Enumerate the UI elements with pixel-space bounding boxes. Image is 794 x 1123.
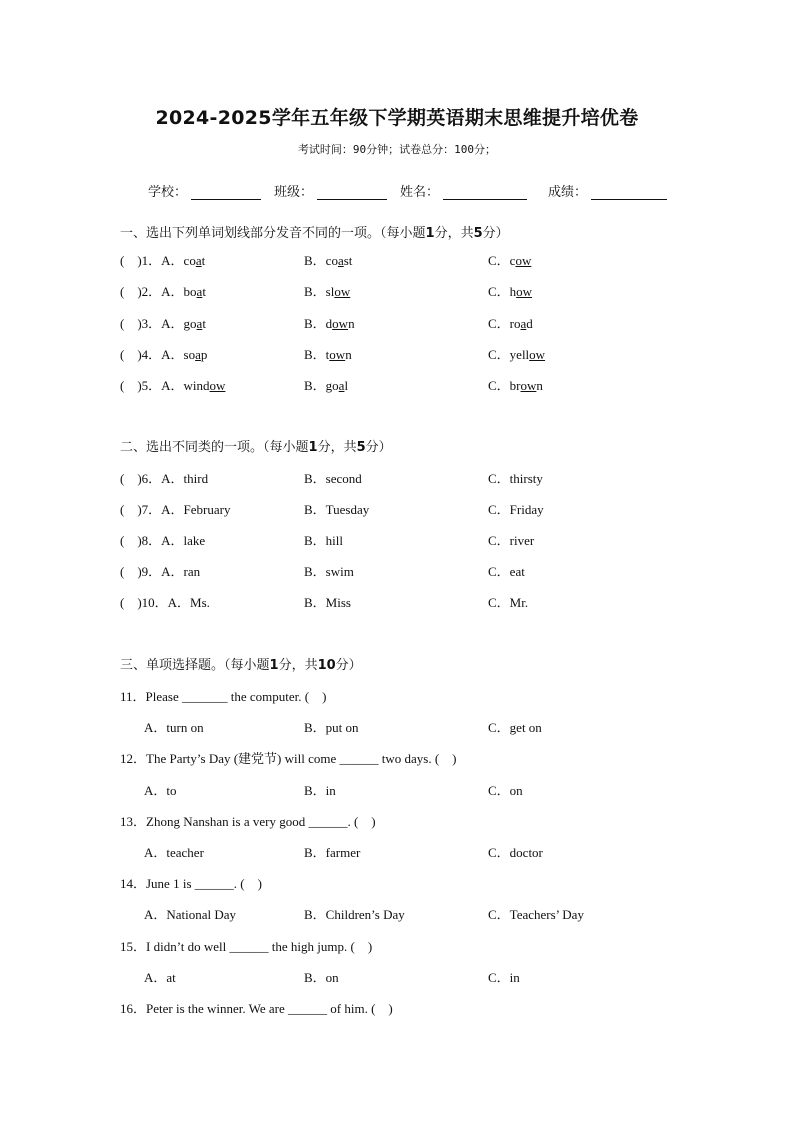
option-text: third bbox=[183, 471, 209, 486]
question-4-option-b bbox=[304, 344, 352, 362]
option-letter: B． bbox=[304, 253, 326, 268]
exam-subtitle: 考试时间：90分钟；试卷总分：100分； bbox=[297, 143, 497, 156]
question-13-option-a: A．teacher bbox=[144, 845, 204, 860]
question-1-option-a bbox=[120, 250, 205, 268]
question-12-option-b: B．in bbox=[304, 783, 336, 798]
section1-heading bbox=[120, 222, 509, 241]
question-8-option-a bbox=[120, 530, 205, 548]
question-number: ( )9．A． bbox=[120, 564, 184, 579]
underlined-part: a bbox=[196, 284, 203, 299]
option-letter: C． bbox=[488, 316, 510, 331]
name-field bbox=[400, 181, 527, 200]
underlined-part: a bbox=[520, 316, 527, 331]
question-6-option-b: B．second bbox=[304, 471, 362, 486]
word-part: l bbox=[344, 378, 349, 393]
question-number: ( )5．A． bbox=[120, 378, 184, 393]
word-part: h bbox=[509, 284, 517, 299]
underlined-part: a bbox=[196, 316, 203, 331]
section1-heading-mid: 分，共 bbox=[434, 226, 474, 241]
word-part: co bbox=[183, 253, 196, 268]
question-number: ( )3．A． bbox=[120, 316, 184, 331]
name-label: 姓名： bbox=[400, 185, 440, 200]
question-10-option-c: C．Mr. bbox=[488, 595, 529, 610]
school-blank[interactable] bbox=[191, 185, 261, 200]
question-4-option-a bbox=[120, 344, 207, 362]
word-part: ro bbox=[509, 316, 521, 331]
question-9-option-c: C．eat bbox=[488, 564, 525, 579]
question-16-stem: 16．Peter is the winner. We are ______ of him. ( ) bbox=[120, 1001, 393, 1016]
question-14-stem: 14．June 1 is ______. ( ) bbox=[120, 876, 262, 891]
question-10-option-a bbox=[120, 592, 210, 610]
section2-heading-text: 二、选出不同类的一项。（每小题 bbox=[120, 440, 309, 455]
underlined-part: ow bbox=[334, 284, 351, 299]
section3-heading-text: 三、单项选择题。（每小题 bbox=[120, 658, 270, 673]
name-blank[interactable] bbox=[443, 185, 527, 200]
option-letter: B． bbox=[304, 347, 326, 362]
question-3-option-a bbox=[120, 313, 206, 331]
option-letter: C． bbox=[488, 347, 510, 362]
question-3-option-b bbox=[304, 313, 355, 331]
question-number: ( )10．A． bbox=[120, 595, 191, 610]
section3-heading bbox=[120, 654, 362, 673]
question-11-option-a: A．turn on bbox=[144, 720, 204, 735]
option-text: lake bbox=[183, 533, 206, 548]
question-2-option-b bbox=[304, 281, 350, 299]
section3-heading-end: 分） bbox=[335, 658, 362, 673]
section2-score-total: 5 bbox=[356, 440, 366, 455]
question-2-option-c bbox=[488, 281, 532, 299]
question-12-stem: 12．The Party’s Day (建党节) will come ______ two days. ( ) bbox=[120, 751, 457, 766]
word-part: so bbox=[183, 347, 196, 362]
section2-score-each: 1 bbox=[308, 440, 318, 455]
question-1-option-c bbox=[488, 250, 531, 268]
word-part: go bbox=[183, 316, 197, 331]
question-11-option-c: C．get on bbox=[488, 720, 542, 735]
section3-heading-mid: 分，共 bbox=[278, 658, 318, 673]
class-label: 班级： bbox=[274, 185, 314, 200]
question-15-option-a: A．at bbox=[144, 970, 176, 985]
word-part: d bbox=[526, 316, 533, 331]
word-part: go bbox=[325, 378, 339, 393]
question-4-option-c bbox=[488, 344, 545, 362]
question-5-option-c bbox=[488, 375, 543, 393]
underlined-part: ow bbox=[520, 378, 537, 393]
word-part: p bbox=[200, 347, 208, 362]
word-part: t bbox=[202, 316, 206, 331]
word-part: wind bbox=[183, 378, 210, 393]
score-field bbox=[548, 181, 667, 200]
word-part: c bbox=[509, 253, 516, 268]
question-6-option-c: C．thirsty bbox=[488, 471, 543, 486]
option-letter: B． bbox=[304, 284, 326, 299]
section3-score-each: 1 bbox=[269, 658, 279, 673]
school-field bbox=[148, 181, 261, 200]
section2-heading-end: 分） bbox=[365, 440, 392, 455]
question-7-option-c: C．Friday bbox=[488, 502, 544, 517]
section2-heading-mid: 分，共 bbox=[317, 440, 357, 455]
option-letter: B． bbox=[304, 378, 326, 393]
underlined-part: ow bbox=[332, 316, 349, 331]
question-9-option-b: B．swim bbox=[304, 564, 354, 579]
question-12-option-a: A．to bbox=[144, 783, 177, 798]
score-blank[interactable] bbox=[591, 185, 667, 200]
option-letter: C． bbox=[488, 378, 510, 393]
question-14-option-a: A．National Day bbox=[144, 907, 237, 922]
question-14-option-c: C．Teachers’ Day bbox=[488, 907, 584, 922]
option-letter: C． bbox=[488, 284, 510, 299]
section2-heading bbox=[120, 436, 392, 455]
section1-heading-end: 分） bbox=[482, 226, 509, 241]
question-15-option-b: B．on bbox=[304, 970, 339, 985]
question-5-option-a bbox=[120, 375, 225, 393]
class-field bbox=[274, 181, 387, 200]
class-blank[interactable] bbox=[317, 185, 387, 200]
question-3-option-c bbox=[488, 313, 533, 331]
option-text: ran bbox=[183, 564, 201, 579]
option-text: Ms. bbox=[190, 595, 210, 610]
question-13-option-c: C．doctor bbox=[488, 845, 543, 860]
question-9-option-a bbox=[120, 561, 200, 579]
question-6-option-a bbox=[120, 468, 208, 486]
word-part: t bbox=[201, 253, 206, 268]
question-13-option-b: B．farmer bbox=[304, 845, 361, 860]
word-part: bo bbox=[183, 284, 197, 299]
exam-title: 2024-2025学年五年级下学期英语期末思维提升培优卷 bbox=[155, 107, 639, 129]
question-12-option-c: C．on bbox=[488, 783, 523, 798]
word-part: n bbox=[345, 347, 352, 362]
question-7-option-a bbox=[120, 499, 230, 517]
word-part: br bbox=[509, 378, 521, 393]
question-number: ( )7．A． bbox=[120, 502, 184, 517]
question-number: ( )4．A． bbox=[120, 347, 184, 362]
question-number: ( )8．A． bbox=[120, 533, 184, 548]
word-part: sl bbox=[325, 284, 335, 299]
option-text: February bbox=[183, 502, 231, 517]
question-8-option-b: B．hill bbox=[304, 533, 344, 548]
question-11-option-b: B．put on bbox=[304, 720, 359, 735]
question-5-option-b bbox=[304, 375, 348, 393]
question-14-option-b: B．Children’s Day bbox=[304, 907, 405, 922]
underlined-part: ow bbox=[329, 347, 346, 362]
school-label: 学校： bbox=[148, 185, 188, 200]
question-number: ( )6．A． bbox=[120, 471, 184, 486]
underlined-part: a bbox=[338, 378, 345, 393]
score-label: 成绩： bbox=[548, 185, 588, 200]
underlined-part: ow bbox=[516, 284, 533, 299]
underlined-part: ow bbox=[209, 378, 226, 393]
word-part: n bbox=[348, 316, 355, 331]
option-letter: B． bbox=[304, 316, 326, 331]
question-number: ( )2．A． bbox=[120, 284, 184, 299]
question-number: ( )1．A． bbox=[120, 253, 184, 268]
underlined-part: a bbox=[195, 347, 201, 362]
word-part: d bbox=[325, 316, 333, 331]
question-13-stem: 13．Zhong Nanshan is a very good ______. ( ) bbox=[120, 814, 376, 829]
question-7-option-b: B．Tuesday bbox=[304, 502, 370, 517]
question-8-option-c: C．river bbox=[488, 533, 535, 548]
word-part: t bbox=[325, 347, 330, 362]
option-letter: C． bbox=[488, 253, 510, 268]
question-15-stem: 15．I didn’t do well ______ the high jump. ( ) bbox=[120, 939, 373, 954]
question-1-option-b bbox=[304, 250, 352, 268]
word-part: st bbox=[343, 253, 353, 268]
question-15-option-c: C．in bbox=[488, 970, 520, 985]
section3-score-total: 10 bbox=[317, 658, 336, 673]
underlined-part: ow bbox=[529, 347, 546, 362]
underlined-part: a bbox=[195, 253, 202, 268]
word-part: n bbox=[536, 378, 543, 393]
underlined-part: ow bbox=[515, 253, 532, 268]
underlined-part: a bbox=[337, 253, 344, 268]
question-2-option-a bbox=[120, 281, 206, 299]
question-11-stem: 11．Please _______ the computer. ( ) bbox=[120, 689, 327, 704]
question-10-option-b: B．Miss bbox=[304, 595, 351, 610]
section1-score-each: 1 bbox=[425, 226, 435, 241]
word-part: t bbox=[202, 284, 206, 299]
section1-score-total: 5 bbox=[473, 226, 483, 241]
section1-heading-text: 一、选出下列单词划线部分发音不同的一项。（每小题 bbox=[120, 226, 426, 241]
word-part: yell bbox=[509, 347, 530, 362]
word-part: co bbox=[325, 253, 338, 268]
